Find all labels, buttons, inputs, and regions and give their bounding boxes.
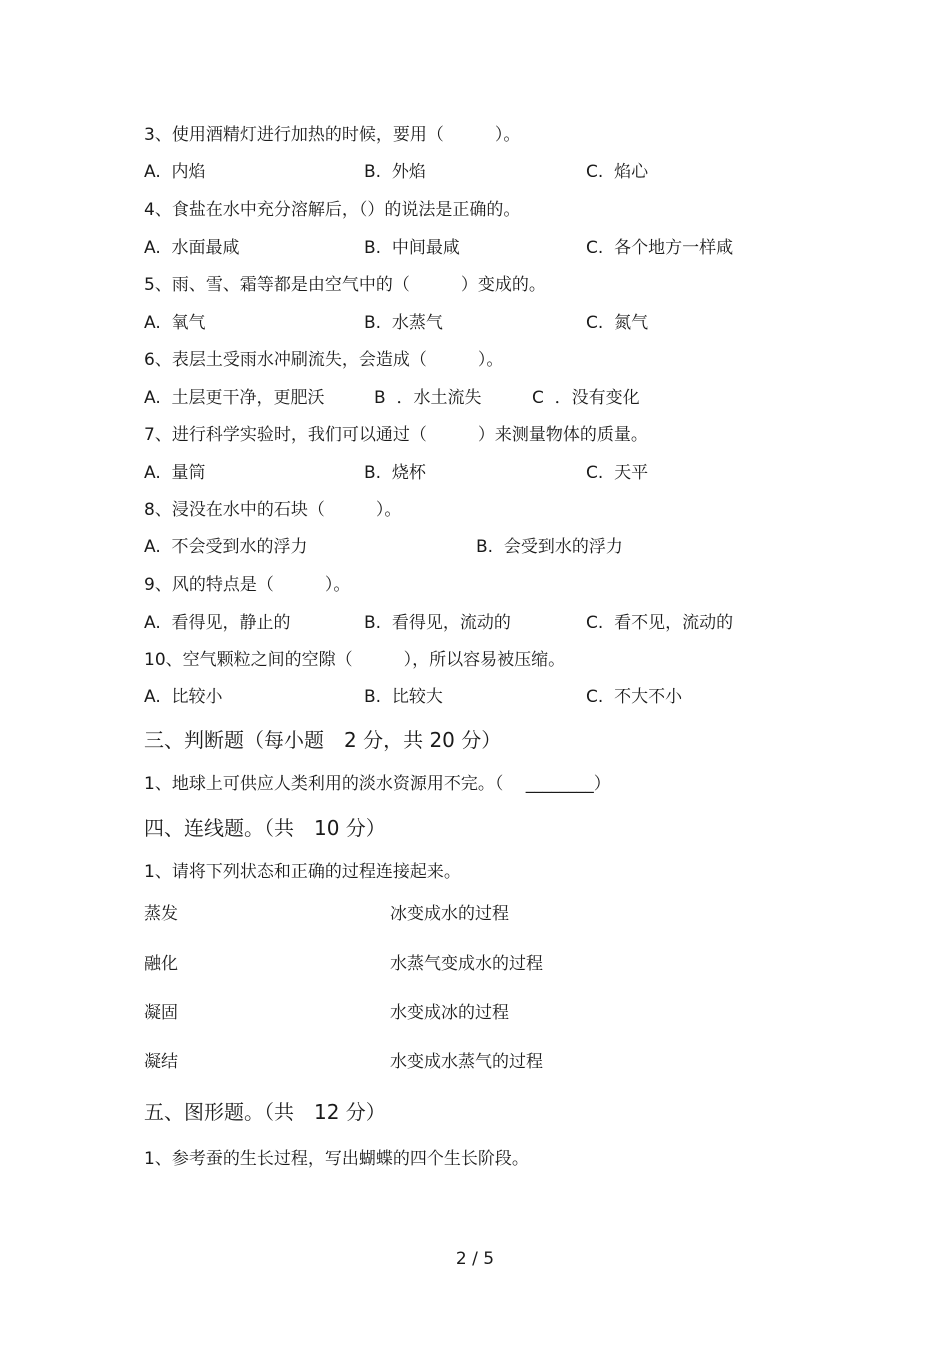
question-text: 5、雨、雪、霜等都是由空气中的（ ）变成的。 [144, 275, 546, 295]
option-b: B. 看得见，流动的 [364, 613, 511, 633]
option-a: A. 内焰 [144, 162, 206, 182]
option-c: C. 天平 [586, 463, 649, 483]
matching-right-item: 水蒸气变成水的过程 [390, 954, 543, 974]
option-c: C. 氮气 [586, 313, 649, 333]
question-text: 1、地球上可供应人类利用的淡水资源用不完。（ ________） [144, 774, 611, 794]
question-text: 6、表层土受雨水冲刷流失，会造成（ ）。 [144, 350, 504, 370]
question-text: 8、浸没在水中的石块（ ）。 [144, 500, 402, 520]
question-text: 7、进行科学实验时，我们可以通过（ ）来测量物体的质量。 [144, 425, 648, 445]
matching-left-item: 融化 [144, 954, 178, 974]
matching-right-item: 冰变成水的过程 [390, 904, 509, 924]
matching-left-item: 凝结 [144, 1052, 178, 1072]
question-text: 1、请将下列状态和正确的过程连接起来。 [144, 862, 461, 882]
option-b: B. 烧杯 [364, 463, 426, 483]
question-text: 3、使用酒精灯进行加热的时候，要用（ ）。 [144, 125, 521, 145]
question-text: 4、食盐在水中充分溶解后，（）的说法是正确的。 [144, 200, 521, 220]
matching-left-item: 蒸发 [144, 904, 178, 924]
option-b: B. 会受到水的浮力 [476, 537, 623, 557]
section-title: 四、连线题。（共 10 分） [144, 816, 386, 840]
question-text: 1、参考蚕的生长过程，写出蝴蝶的四个生长阶段。 [144, 1149, 529, 1169]
option-c: C. 看不见，流动的 [586, 613, 734, 633]
option-b: B. 比较大 [364, 687, 443, 707]
page-number: 2 / 5 [455, 1249, 495, 1269]
matching-right-item: 水变成水蒸气的过程 [390, 1052, 543, 1072]
option-b: B ．水土流失 [374, 388, 482, 408]
option-b: B. 外焰 [364, 162, 426, 182]
option-a: A. 土层更干净，更肥沃 [144, 388, 325, 408]
option-a: A. 水面最咸 [144, 238, 240, 258]
option-c: C. 焰心 [586, 162, 649, 182]
option-c: C ．没有变化 [532, 388, 640, 408]
question-text: 10、空气颗粒之间的空隙（ ），所以容易被压缩。 [144, 650, 566, 670]
matching-left-item: 凝固 [144, 1003, 178, 1023]
section-title: 三、判断题（每小题 2 分，共 20 分） [144, 728, 502, 752]
option-a: A. 看得见，静止的 [144, 613, 291, 633]
matching-right-item: 水变成冰的过程 [390, 1003, 509, 1023]
section-title: 五、图形题。（共 12 分） [144, 1100, 386, 1124]
option-c: C. 不大不小 [586, 687, 683, 707]
option-c: C. 各个地方一样咸 [586, 238, 734, 258]
option-a: A. 量筒 [144, 463, 206, 483]
option-a: A. 不会受到水的浮力 [144, 537, 308, 557]
option-b: B. 水蒸气 [364, 313, 443, 333]
option-a: A. 氧气 [144, 313, 206, 333]
option-a: A. 比较小 [144, 687, 223, 707]
question-text: 9、风的特点是（ ）。 [144, 575, 351, 595]
option-b: B. 中间最咸 [364, 238, 460, 258]
